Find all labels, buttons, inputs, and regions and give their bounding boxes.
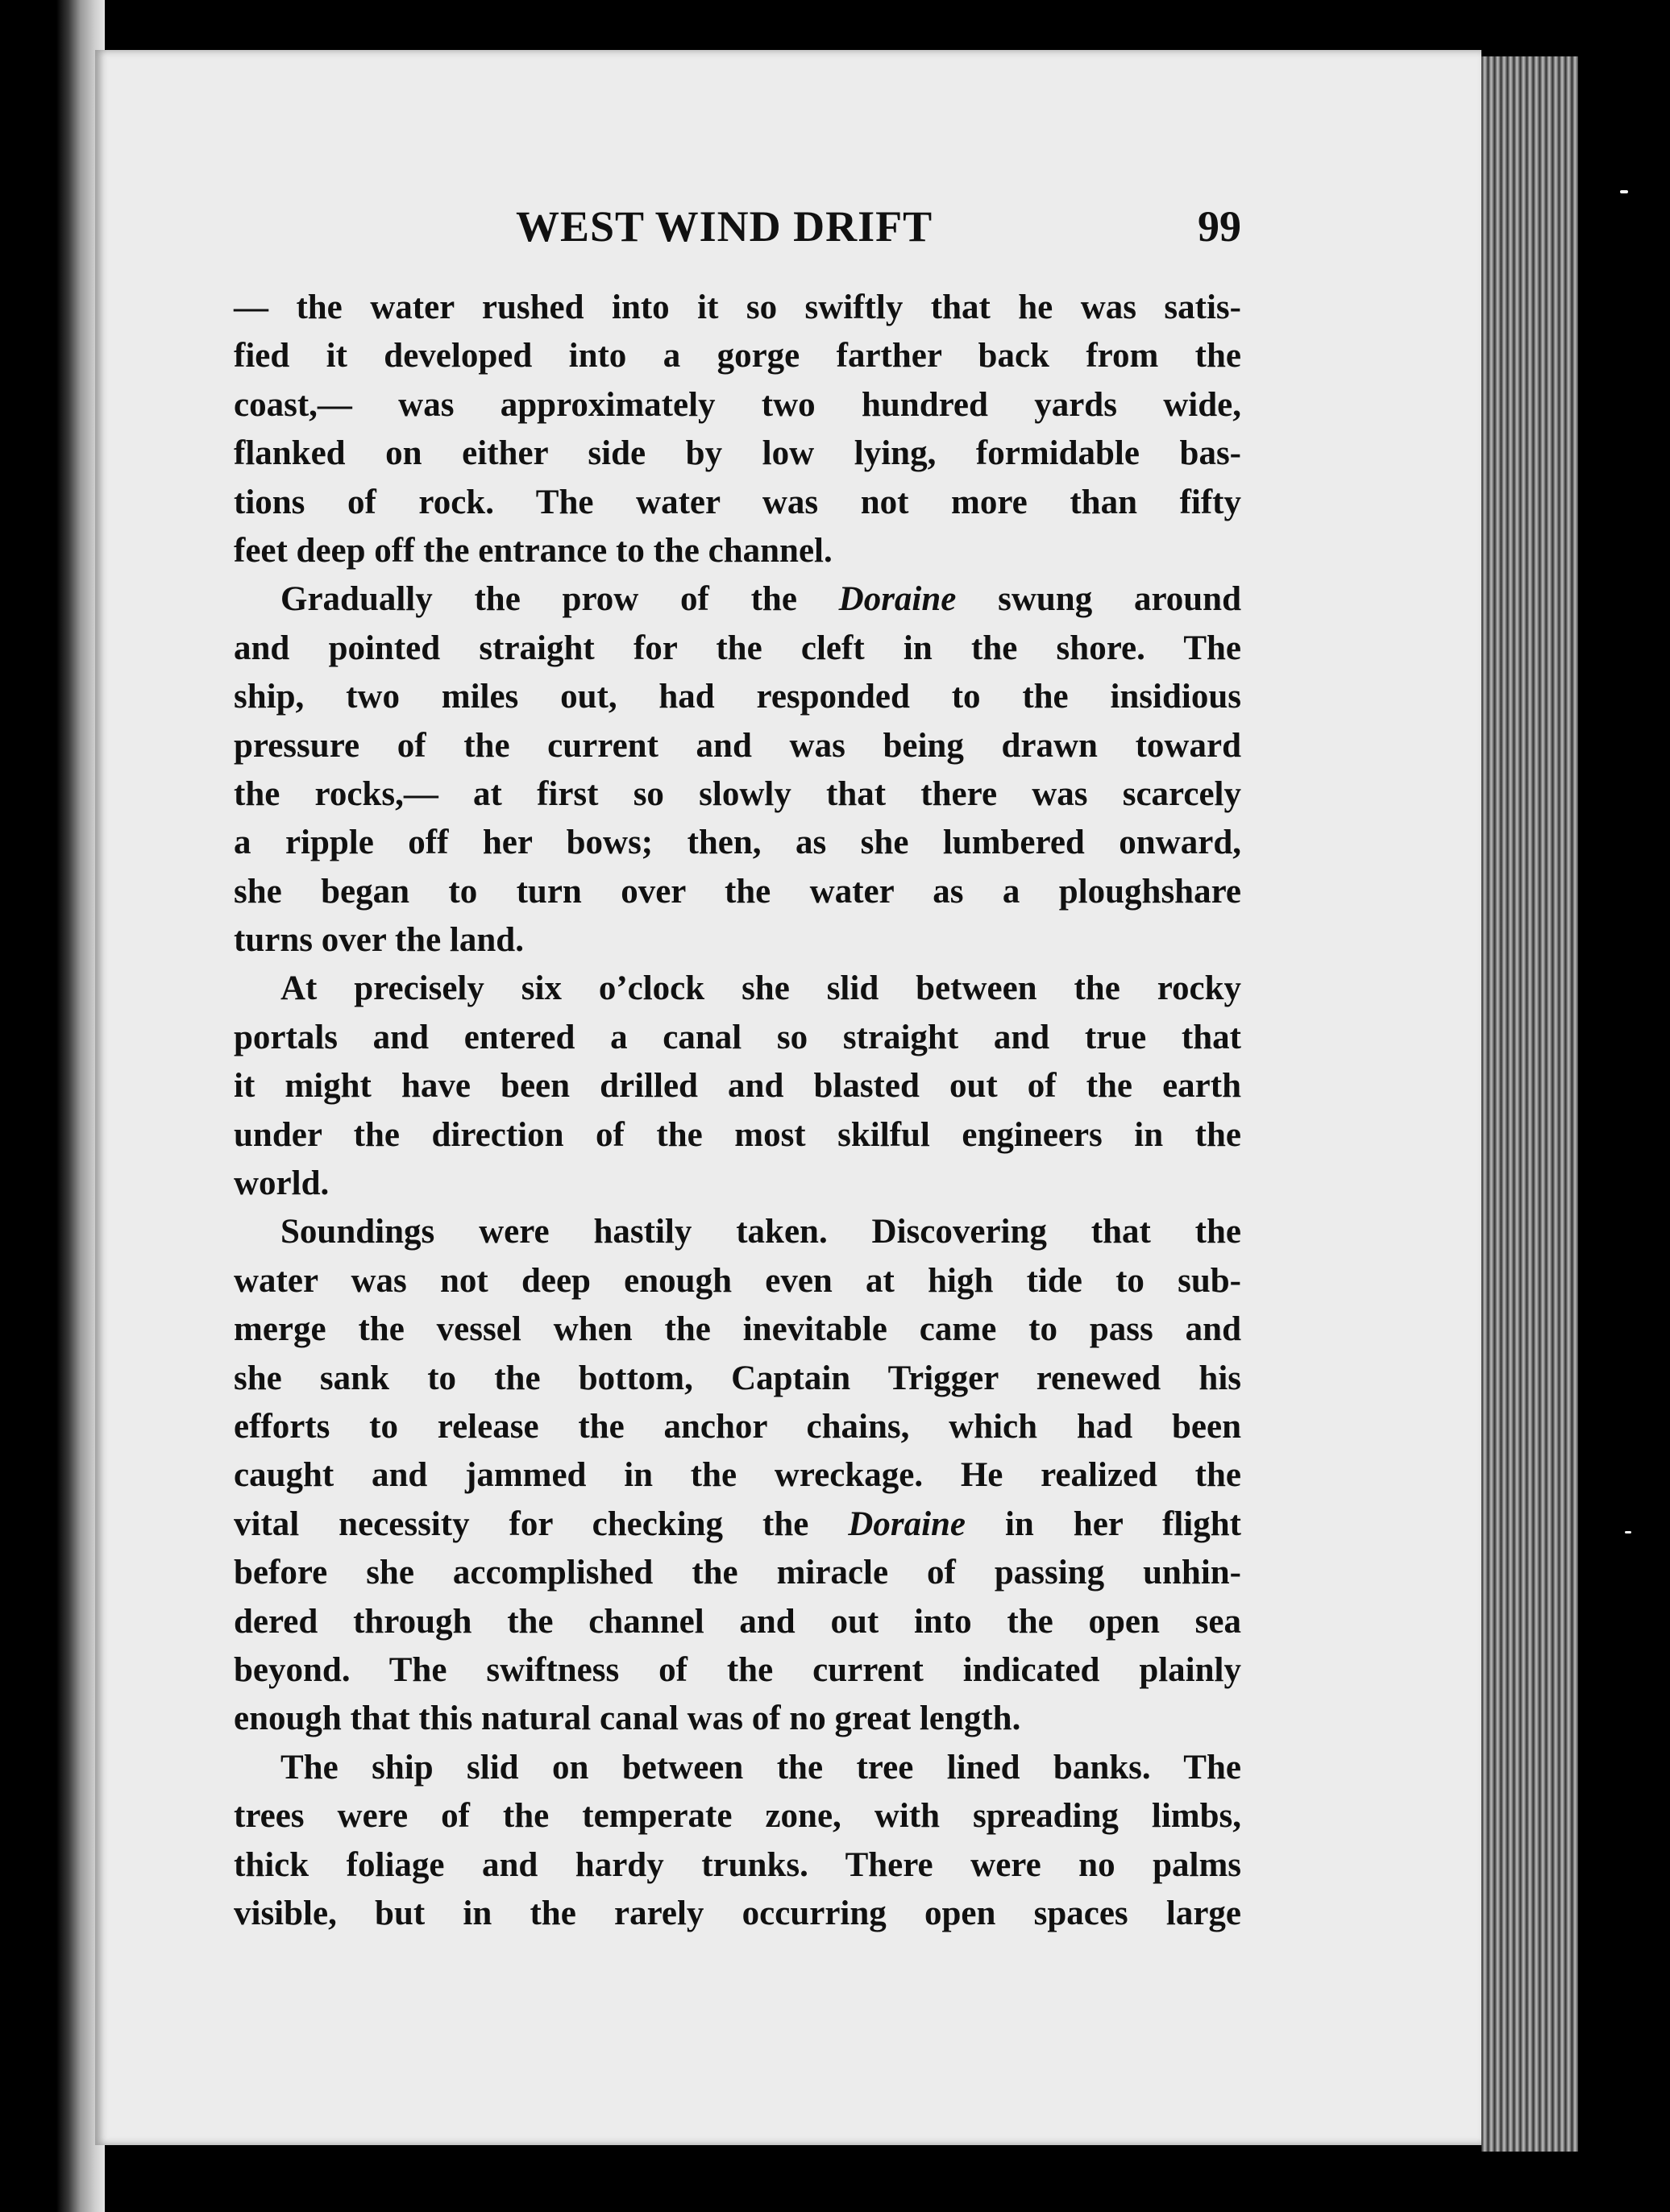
text-line: — the water rushed into it so swiftly that he was satis- (234, 288, 1241, 326)
text-line: it might have been drilled and blasted out of the earth (234, 1067, 1241, 1106)
ship-name: Doraine (838, 580, 957, 619)
text-line: turns over the land. (234, 921, 524, 960)
text-line: Soundings were hastily taken. Discovering that the (280, 1213, 1241, 1251)
text-line: enough that this natural canal was of no great length. (234, 1699, 1021, 1738)
text-line: efforts to release the anchor chains, which had been (234, 1407, 1241, 1446)
text-line: ship, two miles out, had responded to the insidious (234, 678, 1241, 716)
text-line: she began to turn over the water as a ploughshare (234, 872, 1241, 911)
text-line: water was not deep enough even at high tide to sub- (234, 1261, 1241, 1300)
text-line: portals and entered a canal so straight and true that (234, 1018, 1241, 1056)
right-background (1578, 0, 1670, 2212)
text-line: beyond. The swiftness of the current indicated plainly (234, 1650, 1241, 1689)
text-line: fied it developed into a gorge farther back from the (234, 337, 1241, 376)
page-header (234, 201, 1241, 258)
left-page-gutter (0, 0, 105, 2212)
text-line: trees were of the temperate zone, with spreading limbs, (234, 1797, 1241, 1836)
text-line: pressure of the current and was being drawn toward (234, 726, 1241, 765)
text-line: the rocks,— at first so slowly that there was scarcely (234, 774, 1241, 813)
text-line: The ship slid on between the tree lined banks. The (280, 1748, 1241, 1787)
text-line: feet deep off the entrance to the channel. (234, 531, 833, 570)
text-line: under the direction of the most skilful engineers in the (234, 1115, 1241, 1154)
text-line: a ripple off her bows; then, as she lumbered onward, (234, 824, 1241, 862)
text-line: caught and jammed in the wreckage. He realized the (234, 1456, 1241, 1495)
right-page-edges (1481, 56, 1578, 2152)
text-line: coast,— was approximately two hundred yards wide, (234, 385, 1241, 424)
text-line: visible, but in the rarely occurring open spaces large (234, 1894, 1241, 1932)
page-number: 99 (1198, 202, 1241, 251)
scan-mark (1620, 190, 1628, 193)
text-line: flanked on either side by low lying, formidable bas- (234, 434, 1241, 473)
text-line: she sank to the bottom, Captain Trigger renewed his (234, 1359, 1241, 1397)
text-line: At precisely six o’clock she slid between the rocky (280, 969, 1241, 1008)
text-line: dered through the channel and out into the open sea (234, 1602, 1241, 1641)
text-line: thick foliage and hardy trunks. There were no palms (234, 1845, 1241, 1884)
text-line: Gradually the prow of the Doraine swung around (280, 580, 1241, 619)
text-line: merge the vessel when the inevitable came to pass and (234, 1310, 1241, 1349)
text-line: and pointed straight for the cleft in the shore. The (234, 629, 1241, 667)
text-line: before she accomplished the miracle of passing unhin- (234, 1554, 1241, 1592)
text-line: tions of rock. The water was not more than fifty (234, 483, 1241, 521)
text-line: world. (234, 1164, 330, 1203)
ship-name: Doraine (848, 1504, 966, 1543)
text-line: vital necessity for checking the Doraine in her flight (234, 1504, 1241, 1543)
scan-mark (1625, 1531, 1631, 1533)
running-title: WEST WIND DRIFT (516, 202, 933, 251)
body-text (234, 284, 1241, 1938)
